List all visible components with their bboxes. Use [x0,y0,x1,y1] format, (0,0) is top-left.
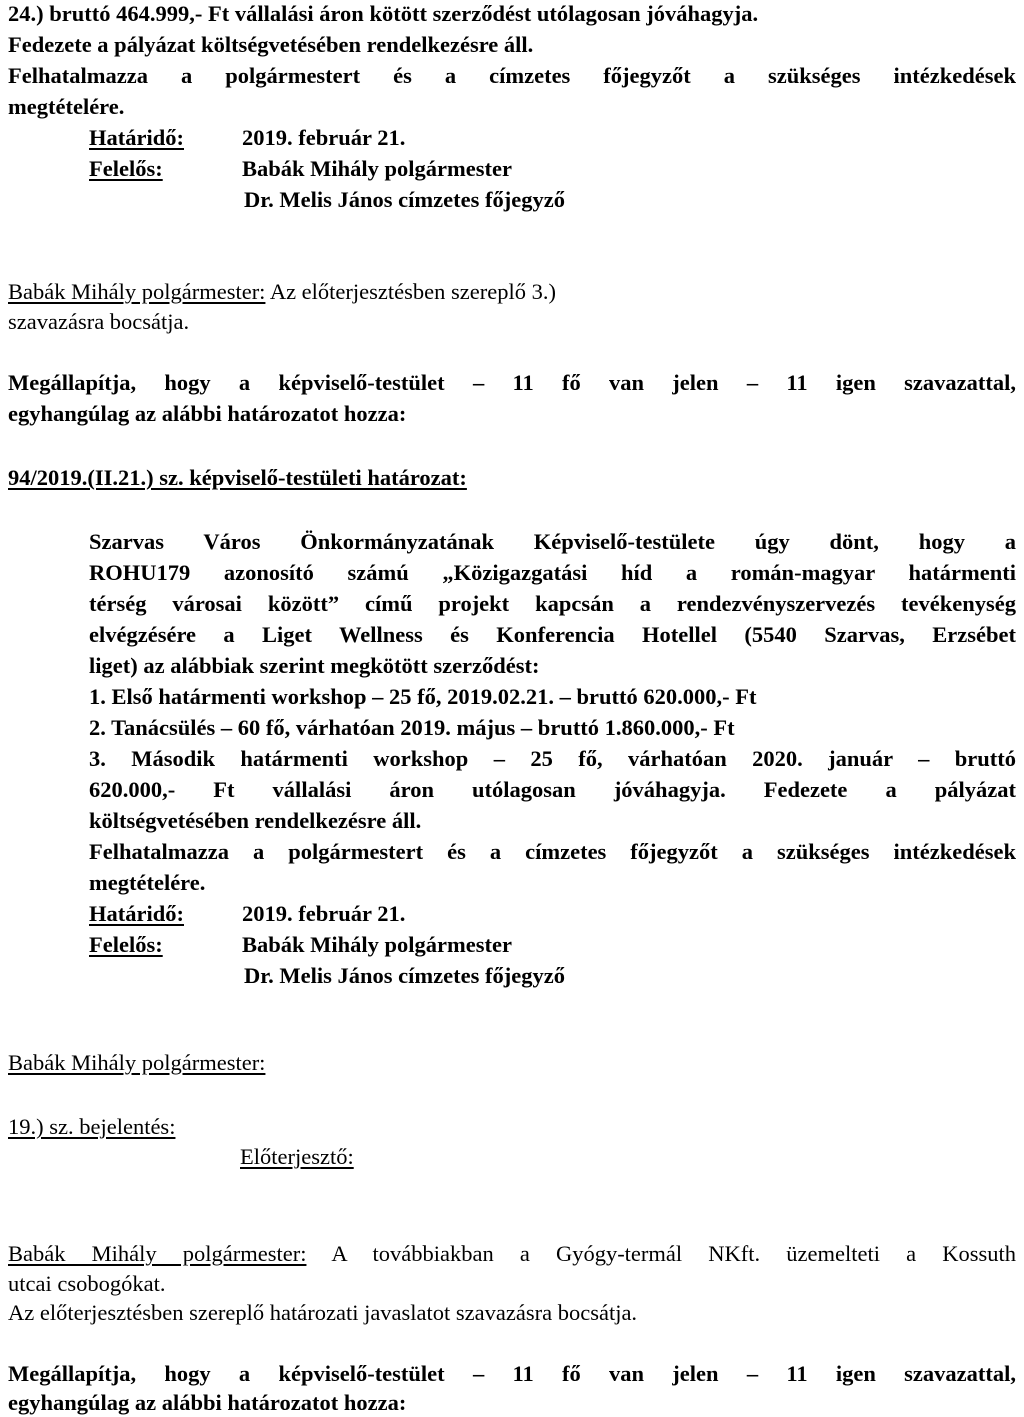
speech3-text-1: A továbbiakban a Gyógy-termál NKft. üzemelteti a Kossuth [306,1241,1016,1266]
vote1-line-2: egyhangúlag az alábbi határozatot hozza: [8,401,407,426]
resolution-item-1: 1. Első határmenti workshop – 25 fő, 2019.02.21. – bruttó 620.000,- Ft [89,684,757,709]
announcement-number: 19.) sz. bejelentés: [8,1114,176,1139]
responsible-label: Felelős: [89,932,163,957]
responsible-1: Babák Mihály polgármester [242,156,512,181]
responsible-1: Babák Mihály polgármester [242,932,512,957]
speech1-line-2: szavazásra bocsátja. [8,309,190,334]
speech3-line-2: utcai csobogókat. [8,1271,166,1296]
vote1-line-1: Megállapítja, hogy a képviselő-testület – 11 fő van jelen – 11 igen szavazattal, [8,370,1016,395]
resolution-number [8,464,1016,492]
presenter-label: Előterjesztő: [240,1144,354,1169]
resolution-title: 94/2019.(II.21.) sz. képviselő-testületi határozat: [8,465,467,490]
block1-responsible-row [89,155,1016,183]
speaker-name: Babák Mihály polgármester: [8,279,266,304]
block1-line-3: Felhatalmazza a polgármestert és a címzetes főjegyzőt a szükséges intézkedések [8,63,1016,88]
speech2-line [8,1049,1016,1077]
block1-line-2: Fedezete a pályázat költségvetésében rendelkezésre áll. [8,32,534,57]
resolution-auth-2: megtételére. [89,870,206,895]
responsible-label: Felelős: [89,156,163,181]
resolution-item-3b: 620.000,- Ft vállalási áron utólagosan jóváhagyja. Fedezete a pályázat [89,777,1016,802]
presenter-line [240,1143,1016,1171]
resolution-item-3a: 3. Második határmenti workshop – 25 fő, várhatóan 2020. január – bruttó [89,746,1016,771]
deadline-label: Határidő: [89,125,184,150]
speech1-line-1 [8,278,1016,306]
speaker-name: Babák Mihály polgármester: [8,1050,266,1075]
announcement-title [8,1113,1016,1141]
speaker-name: Babák Mihály polgármester: [8,1241,307,1266]
resolution-item-3c: költségvetésében rendelkezésre áll. [89,808,422,833]
resolution-line-3: térség városai között” című projekt kapcsán a rendezvényszervezés tevékenység [89,591,1016,616]
speech1-text: Az előterjesztésben szereplő 3.) [265,279,556,304]
speech3-line-1 [8,1240,1016,1268]
resolution-line-1: Szarvas Város Önkormányzatának Képviselő-testülete úgy dönt, hogy a [89,529,1016,554]
vote2-line-2: egyhangúlag az alábbi határozatot hozza: [8,1390,407,1415]
deadline-value: 2019. február 21. [242,125,406,150]
block1-responsible-2: Dr. Melis János címzetes főjegyző [244,187,565,212]
deadline-label: Határidő: [89,901,184,926]
block1-deadline-row [89,124,1016,152]
resolution-line-5: liget) az alábbiak szerint megkötött szerződést: [89,653,540,678]
block1-line-1: 24.) bruttó 464.999,- Ft vállalási áron kötött szerződést utólagosan jóváhagyja. [8,1,759,26]
block1-line-4: megtételére. [8,94,125,119]
resolution-line-4: elvégzésére a Liget Wellness és Konferencia Hotellel (5540 Szarvas, Erzsébet [89,622,1016,647]
deadline-value: 2019. február 21. [242,901,406,926]
resolution-item-2: 2. Tanácsülés – 60 fő, várhatóan 2019. május – bruttó 1.860.000,- Ft [89,715,735,740]
resolution-deadline-row [89,900,1016,928]
speech3-line-3: Az előterjesztésben szereplő határozati javaslatot szavazásra bocsátja. [8,1300,638,1325]
resolution-responsible-row [89,931,1016,959]
vote2-line-1: Megállapítja, hogy a képviselő-testület – 11 fő van jelen – 11 igen szavazattal, [8,1361,1016,1386]
resolution-line-2: ROHU179 azonosító számú „Közigazgatási híd a román-magyar határmenti [89,560,1016,585]
resolution-auth-1: Felhatalmazza a polgármestert és a címzetes főjegyzőt a szükséges intézkedések [89,839,1016,864]
resolution-responsible-2: Dr. Melis János címzetes főjegyző [244,963,565,988]
